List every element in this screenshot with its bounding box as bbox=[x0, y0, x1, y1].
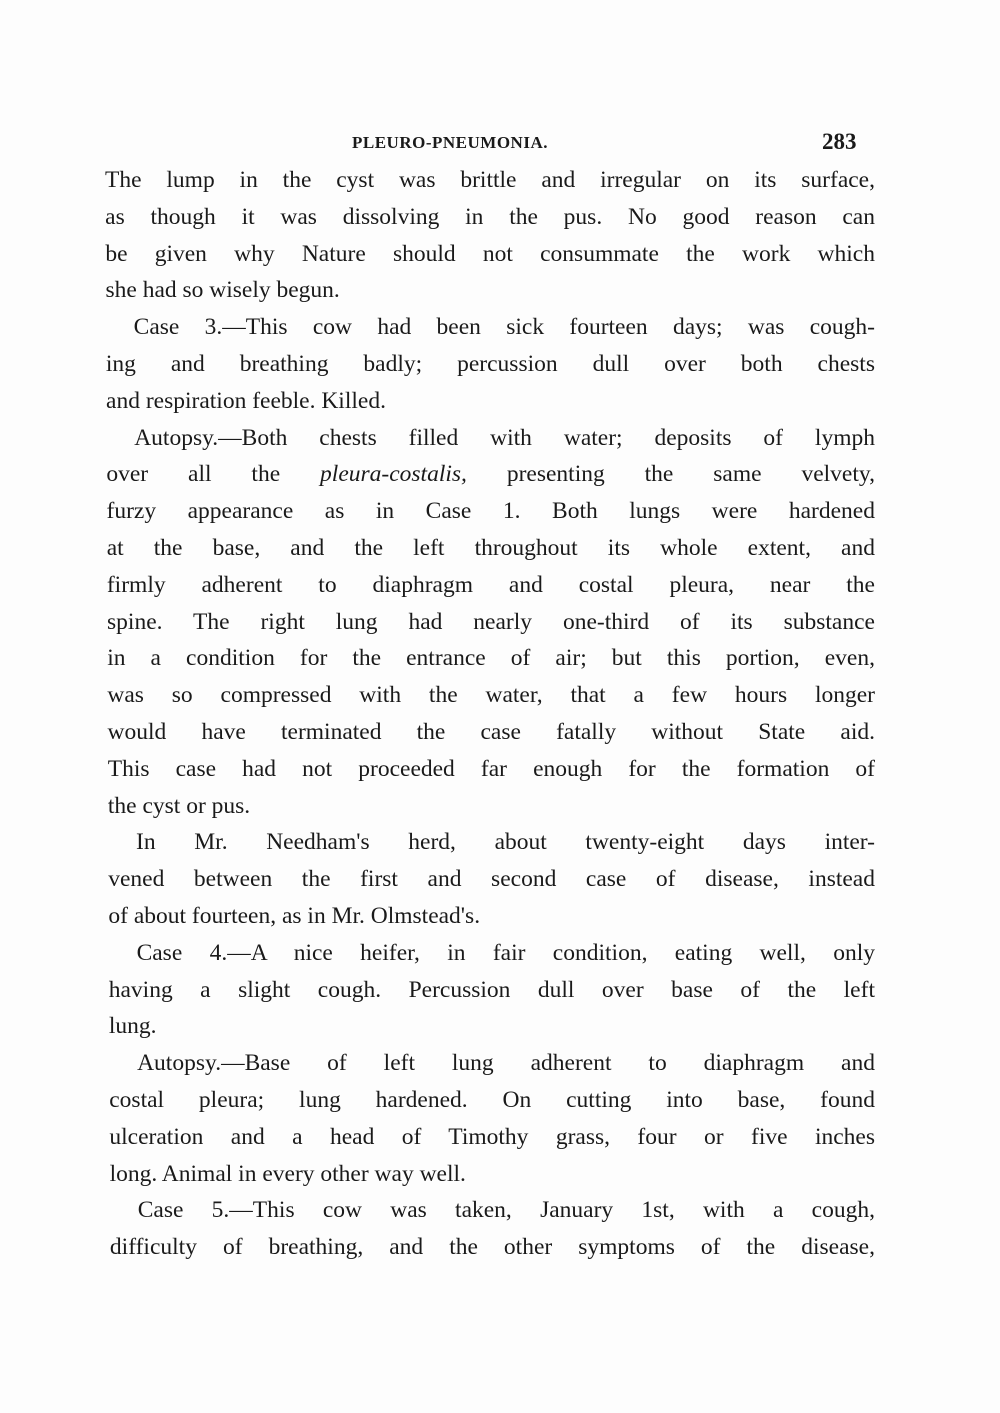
text-line: lung. bbox=[108, 1013, 157, 1040]
text-line: The lump in the cyst was brittle and irregular on its surface, bbox=[105, 167, 875, 193]
text-line: In Mr. Needham's herd, about twenty-eight days inter- bbox=[136, 829, 875, 856]
italic-term: pleura-costalis, bbox=[320, 461, 467, 488]
text-line: ulceration and a head of Timothy grass, four or five inches bbox=[109, 1123, 875, 1150]
running-title: PLEURO-PNEUMONIA. bbox=[352, 133, 548, 152]
text-line: Autopsy.—Both chests filled with water; deposits of lymph bbox=[134, 424, 875, 451]
text-line: difficulty of breathing, and the other symptoms of the disease, bbox=[109, 1234, 875, 1261]
text-line: This case had not proceeded far enough for the formation of bbox=[107, 755, 875, 782]
text-line: Case 3.—This cow had been sick fourteen days; was cough- bbox=[133, 314, 875, 341]
text-line: furzy appearance as in Case 1. Both lungs were hardened bbox=[106, 498, 875, 525]
text-line bbox=[106, 460, 875, 488]
page-number: 283 bbox=[822, 129, 857, 154]
text-line: in a condition for the entrance of air; but this portion, even, bbox=[107, 645, 875, 672]
text-line: Case 4.—A nice heifer, in fair condition, eating well, only bbox=[136, 939, 875, 966]
text-line: Autopsy.—Base of left lung adherent to diaphragm and bbox=[137, 1050, 875, 1077]
text-line: long. Animal in every other way well. bbox=[109, 1160, 466, 1187]
text-segment: over all the bbox=[106, 461, 321, 488]
text-line: firmly adherent to diaphragm and costal pleura, near the bbox=[106, 571, 875, 598]
text-line: spine. The right lung had nearly one-third of its substance bbox=[107, 608, 875, 635]
text-line: vened between the first and second case of disease, instead bbox=[108, 866, 875, 893]
text-line: costal pleura; lung hardened. On cutting into base, found bbox=[109, 1087, 875, 1113]
text-line: ing and breathing badly; percussion dull over both chests bbox=[105, 351, 875, 377]
text-line: of about fourteen, as in Mr. Olmstead's. bbox=[108, 903, 481, 929]
text-line: was so compressed with the water, that a few hours longer bbox=[107, 682, 875, 709]
text-line: as though it was dissolving in the pus. No good reason can bbox=[105, 203, 875, 230]
text-line: at the base, and the left throughout its whole extent, and bbox=[106, 535, 875, 561]
text-line: she had so wisely begun. bbox=[105, 277, 340, 304]
text-segment: presenting the same velvety, bbox=[466, 461, 875, 488]
text-line: be given why Nature should not consummate the work which bbox=[105, 240, 875, 267]
text-line: Case 5.—This cow was taken, January 1st, with a cough, bbox=[137, 1197, 875, 1224]
text-line: the cyst or pus. bbox=[107, 792, 251, 819]
text-line: having a slight cough. Percussion dull over base of the left bbox=[108, 976, 875, 1003]
text-line: would have terminated the case fatally without State aid. bbox=[107, 719, 875, 745]
text-line: and respiration feeble. Killed. bbox=[106, 387, 386, 414]
